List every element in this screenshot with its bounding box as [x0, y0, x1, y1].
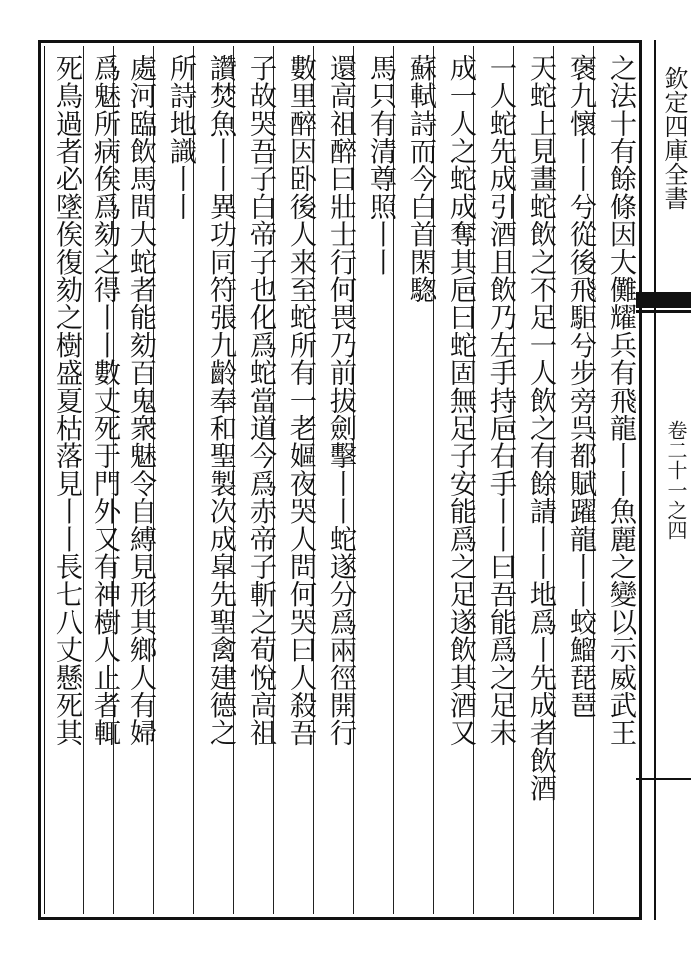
text-column: 褒九懷丨丨兮從後飛駏兮步旁呉都賦躍龍丨丨蛟鰡琵琶 [565, 54, 596, 719]
text-column: 蘇軾詩而今白首閑騘 [405, 54, 436, 304]
margin-book-title: 欽定四庫全書 [660, 66, 688, 210]
text-column: 所詩地識丨丨 [165, 54, 196, 221]
text-column: 死鳥過者必墜俟復劾之樹盛夏枯落見丨丨長七八丈懸死其 [51, 54, 82, 747]
text-column: 數里醉因卧後人来至蛇所有一老嫗夜哭人問何哭曰人殺吾 [285, 54, 316, 747]
inner-border-line [44, 46, 45, 914]
text-column: 處河臨飲馬間大蛇者能劾百鬼衆魅令自縛見形其鄉人有婦 [125, 54, 156, 747]
margin-volume-label: 卷二十一之四 [664, 420, 688, 540]
text-column: 還高祖醉曰壯士行何畏乃前拔劍擊丨丨蛇遂分爲兩徑開行 [325, 54, 356, 747]
text-column: 成一人之蛇成奪其巵曰蛇固無足子安能爲之足遂飲其酒又 [445, 54, 476, 747]
text-column: 一人蛇先成引酒且飲乃左手持巵右手丨丨曰吾能爲之足未 [485, 54, 516, 747]
text-column: 之法十有餘條因大儺耀兵有飛龍丨丨魚麗之變以示威武王 [605, 54, 636, 747]
text-column: 天蛇上見畫蛇飲之不足一人飲之有餘請丨丨地爲丨先成者飲酒 [525, 54, 556, 802]
fish-tail-bar [636, 310, 691, 313]
text-column: 馬只有清尊照丨丨 [365, 54, 396, 276]
text-column: 子故哭吾子白帝子也化爲蛇當道今爲赤帝子斬之荀悅高祖 [245, 54, 276, 747]
fish-tail-mark [636, 292, 691, 318]
text-column: 讚焚魚丨丨異功同符張九齡奉和聖製次成皐先聖禽建德之 [205, 54, 236, 747]
margin-tick-mark [636, 778, 691, 780]
fish-tail-block [636, 292, 691, 308]
text-column: 爲魅所病俟爲劾之得丨丨數丈死于門外又有神樹人止者輒 [89, 54, 120, 747]
